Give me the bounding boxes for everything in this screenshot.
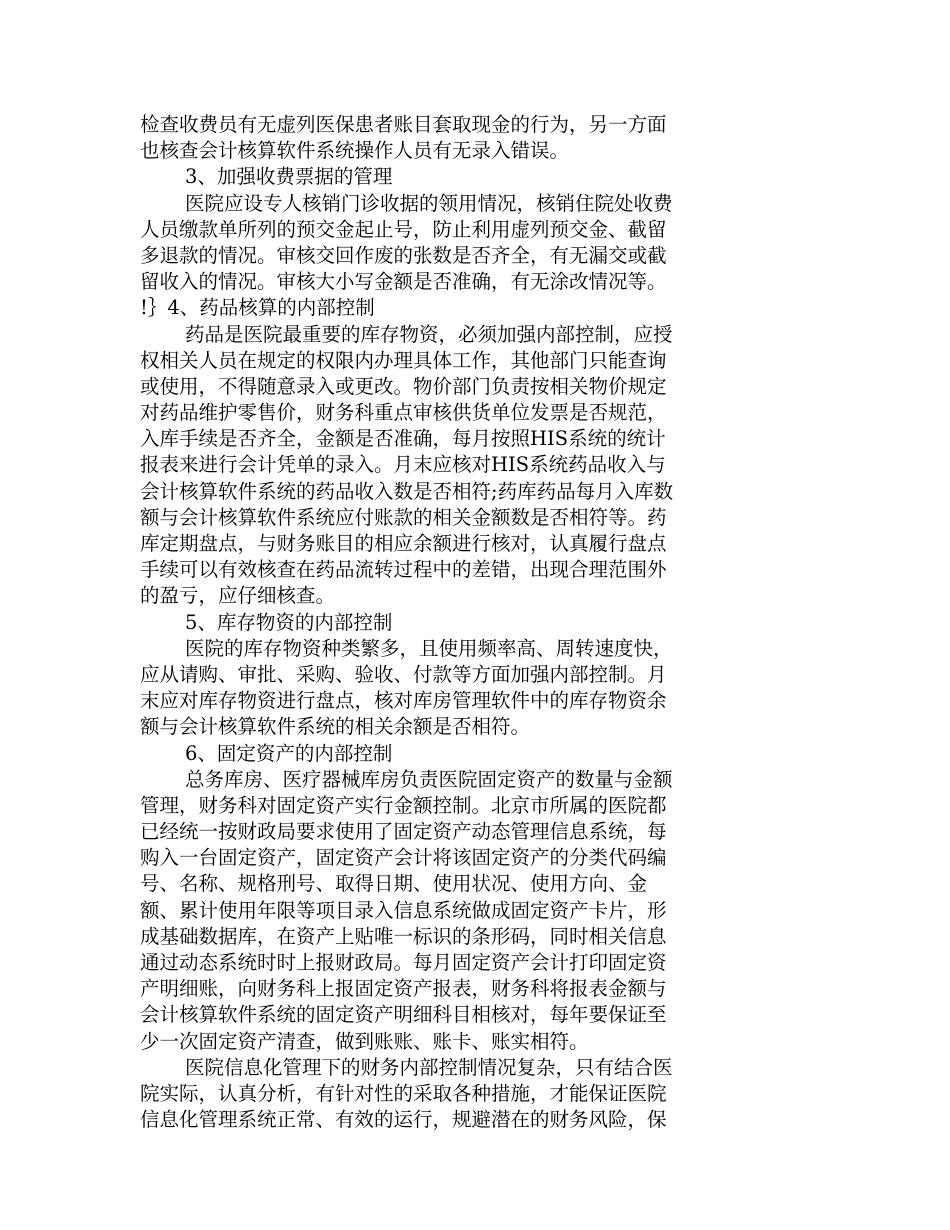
- text-line: 末应对库存物资进行盘点，核对库房管理软件中的库存物资余: [140, 689, 667, 713]
- text-line: 应从请购、审批、采购、验收、付款等方面加强内部控制。月: [140, 662, 667, 686]
- text-line: 入库手续是否齐全，金额是否准确，每月按照HIS系统的统计: [140, 427, 666, 451]
- body-text: [140, 112, 740, 1133]
- text-line: 通过动态系统时时上报财政局。每月固定资产会计打印固定资: [140, 951, 667, 974]
- text-line: 对药品维护零售价，财务科重点审核供货单位发票是否规范，: [140, 401, 667, 425]
- text-line: 手续可以有效核查在药品流转过程中的差错，出现合理范围外: [140, 558, 667, 582]
- text-line: 留收入的情况。审核大小写金额是否准确，有无涂改情况等。: [140, 270, 667, 294]
- text-line: 药品是医院最重要的库存物资，必须加强内部控制，应授: [185, 322, 673, 346]
- text-line: 6、固定资产的内部控制: [185, 741, 393, 765]
- text-line: 的盈亏，应仔细核查。: [140, 584, 336, 608]
- text-line: 额与会计核算软件系统的相关余额是否相符。: [140, 715, 531, 739]
- text-line: 管理，财务科对固定资产实行金额控制。北京市所属的医院都: [140, 793, 667, 817]
- text-line: 权相关人员在规定的权限内办理具体工作，其他部门只能查询: [140, 348, 667, 372]
- text-line: 3、加强收费票据的管理: [185, 165, 393, 189]
- text-line: 会计核算软件系统的固定资产明细科目相核对，每年要保证至: [140, 1003, 667, 1027]
- text-line: 库定期盘点，与财务账目的相应余额进行核对，认真履行盘点: [140, 532, 667, 555]
- text-line: 院实际，认真分析，有针对性的采取各种措施，才能保证医院: [140, 1081, 667, 1105]
- text-line: 购入一台固定资产，固定资产会计将该固定资产的分类代码编: [140, 846, 667, 870]
- text-line: 多退款的情况。审核交回作废的张数是否齐全，有无漏交或截: [140, 243, 667, 267]
- text-line: 人员缴款单所列的预交金起止号，防止利用虚列预交金、截留: [140, 217, 667, 241]
- text-line: 产明细账，向财务科上报固定资产报表，财务科将报表金额与: [140, 977, 667, 1001]
- text-line: 总务库房、医疗器械库房负责医院固定资产的数量与金额: [185, 767, 673, 791]
- text-line: 额与会计核算软件系统应付账款的相关金额数是否相符等。药: [140, 505, 667, 529]
- text-line: 少一次固定资产清查，做到账账、账卡、账实相符。: [140, 1029, 589, 1053]
- text-line: 也核查会计核算软件系统操作人员有无录入错误。: [140, 139, 570, 163]
- text-line: 信息化管理系统正常、有效的运行，规避潜在的财务风险，保: [140, 1108, 667, 1132]
- text-line: 报表来进行会计凭单的录入。月末应核对HIS系统药品收入与: [140, 453, 666, 477]
- text-line: 已经统一按财政局要求使用了固定资产动态管理信息系统，每: [140, 820, 667, 844]
- text-line: 5、库存物资的内部控制: [185, 610, 393, 634]
- text-line: 会计核算软件系统的药品收入数是否相符;药库药品每月入库数: [140, 479, 674, 503]
- text-line: 医院信息化管理下的财务内部控制情况复杂，只有结合医: [185, 1055, 673, 1079]
- text-line: 检查收费员有无虚列医保患者账目套取现金的行为，另一方面: [140, 113, 667, 136]
- text-line: 医院的库存物资种类繁多，且使用频率高、周转速度快，: [185, 636, 673, 660]
- text-line: 号、名称、规格刑号、取得日期、使用状况、使用方向、金: [140, 872, 648, 896]
- text-line: 成基础数据库，在资产上贴唯一标识的条形码，同时相关信息: [140, 924, 667, 948]
- text-line: !｝4、药品核算的内部控制: [140, 296, 375, 320]
- text-line: 医院应设专人核销门诊收据的领用情况，核销住院处收费: [185, 191, 673, 215]
- text-line: 或使用，不得随意录入或更改。物价部门负责按相关物价规定: [140, 374, 667, 398]
- text-line: 额、累计使用年限等项目录入信息系统做成固定资产卡片，形: [140, 898, 667, 922]
